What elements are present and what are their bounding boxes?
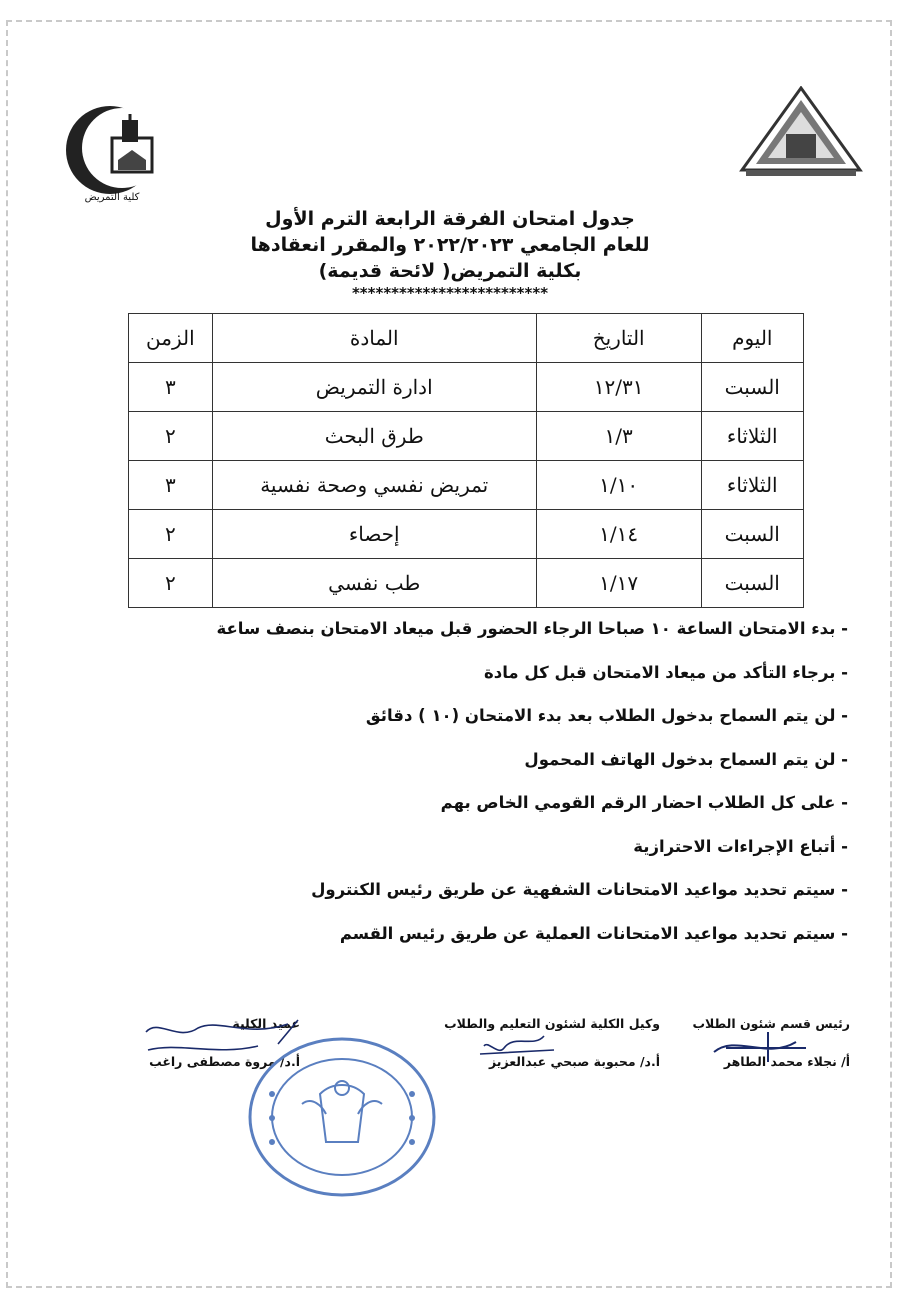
header-day: اليوم	[701, 314, 803, 363]
cell-time: ٣	[129, 461, 213, 510]
title-line-1: جدول امتحان الفرقة الرابعة الترم الأول	[265, 208, 635, 230]
table-row	[129, 559, 804, 608]
instruction-item: - برجاء التأكد من ميعاد الامتحان قبل كل مادة	[484, 662, 848, 682]
document-title	[200, 206, 700, 302]
cell-date: ١/١٠	[536, 461, 701, 510]
table-row	[129, 363, 804, 412]
cell-day: السبت	[701, 510, 803, 559]
title-line-3: بكلية التمريض( لائحة قديمة)	[318, 260, 582, 282]
header-date: التاريخ	[536, 314, 701, 363]
instruction-item: - سيتم تحديد مواعيد الامتحانات الشفهية عن طريق رئيس الكنترول	[311, 880, 848, 899]
exam-instructions	[120, 614, 848, 962]
handwritten-signature-1	[706, 1030, 816, 1064]
university-logo	[738, 86, 864, 178]
cell-day: السبت	[701, 363, 803, 412]
official-stamp	[242, 1034, 442, 1200]
signature-name: أ.د/ مروة مصطفى راغب	[149, 1054, 300, 1069]
cell-date: ١/١٧	[536, 559, 701, 608]
instruction-item: - بدء الامتحان الساعة ١٠ صباحا الرجاء الحضور قبل ميعاد الامتحان بنصف ساعة	[216, 619, 848, 638]
cell-subject: طب نفسي	[212, 559, 536, 608]
cell-date: ١/٣	[536, 412, 701, 461]
table-row	[129, 510, 804, 559]
signature-title: عميد الكلية	[232, 1016, 300, 1031]
cell-time: ٣	[129, 363, 213, 412]
exam-schedule-table	[128, 313, 804, 608]
instruction-item: - على كل الطلاب احضار الرقم القومي الخاص بهم	[440, 793, 848, 812]
header-subject: المادة	[212, 314, 536, 363]
instruction-item: - لن يتم السماح بدخول الهاتف المحمول	[524, 749, 848, 769]
title-separator: *************************	[351, 284, 549, 302]
cell-day: الثلاثاء	[701, 461, 803, 510]
table-row	[129, 412, 804, 461]
table-row	[129, 461, 804, 510]
header-time: الزمن	[129, 314, 213, 363]
handwritten-signature-2	[474, 1030, 564, 1060]
cell-date: ١٢/٣١	[536, 363, 701, 412]
signature-title: وكيل الكلية لشئون التعليم والطلاب	[444, 1016, 660, 1031]
cell-subject: تمريض نفسي وصحة نفسية	[212, 461, 536, 510]
cell-day: الثلاثاء	[701, 412, 803, 461]
signature-name: أ/ نجلاء محمد الطاهر	[723, 1054, 850, 1069]
cell-time: ٢	[129, 412, 213, 461]
table-header-row	[129, 314, 804, 363]
cell-day: السبت	[701, 559, 803, 608]
instruction-item: - سيتم تحديد مواعيد الامتحانات العملية عن طريق رئيس القسم	[339, 923, 848, 943]
instruction-item: - أتباع الإجراءات الاحترازية	[633, 836, 848, 856]
cell-subject: ادارة التمريض	[212, 363, 536, 412]
signature-name: أ.د/ محبوبة صبحي عبدالعزيز	[488, 1054, 660, 1069]
title-line-2: للعام الجامعي ٢٠٢٢/٢٠٢٣ والمقرر انعقادها	[250, 234, 650, 256]
cell-time: ٢	[129, 559, 213, 608]
signature-title: رئيس قسم شئون الطلاب	[692, 1016, 850, 1031]
logo-caption: كلية التمريض	[84, 192, 140, 203]
cell-time: ٢	[129, 510, 213, 559]
instruction-item: - لن يتم السماح بدخول الطلاب بعد بدء الامتحان (١٠ ) دقائق	[365, 706, 848, 725]
cell-date: ١/١٤	[536, 510, 701, 559]
cell-subject: طرق البحث	[212, 412, 536, 461]
cell-subject: إحصاء	[212, 510, 536, 559]
